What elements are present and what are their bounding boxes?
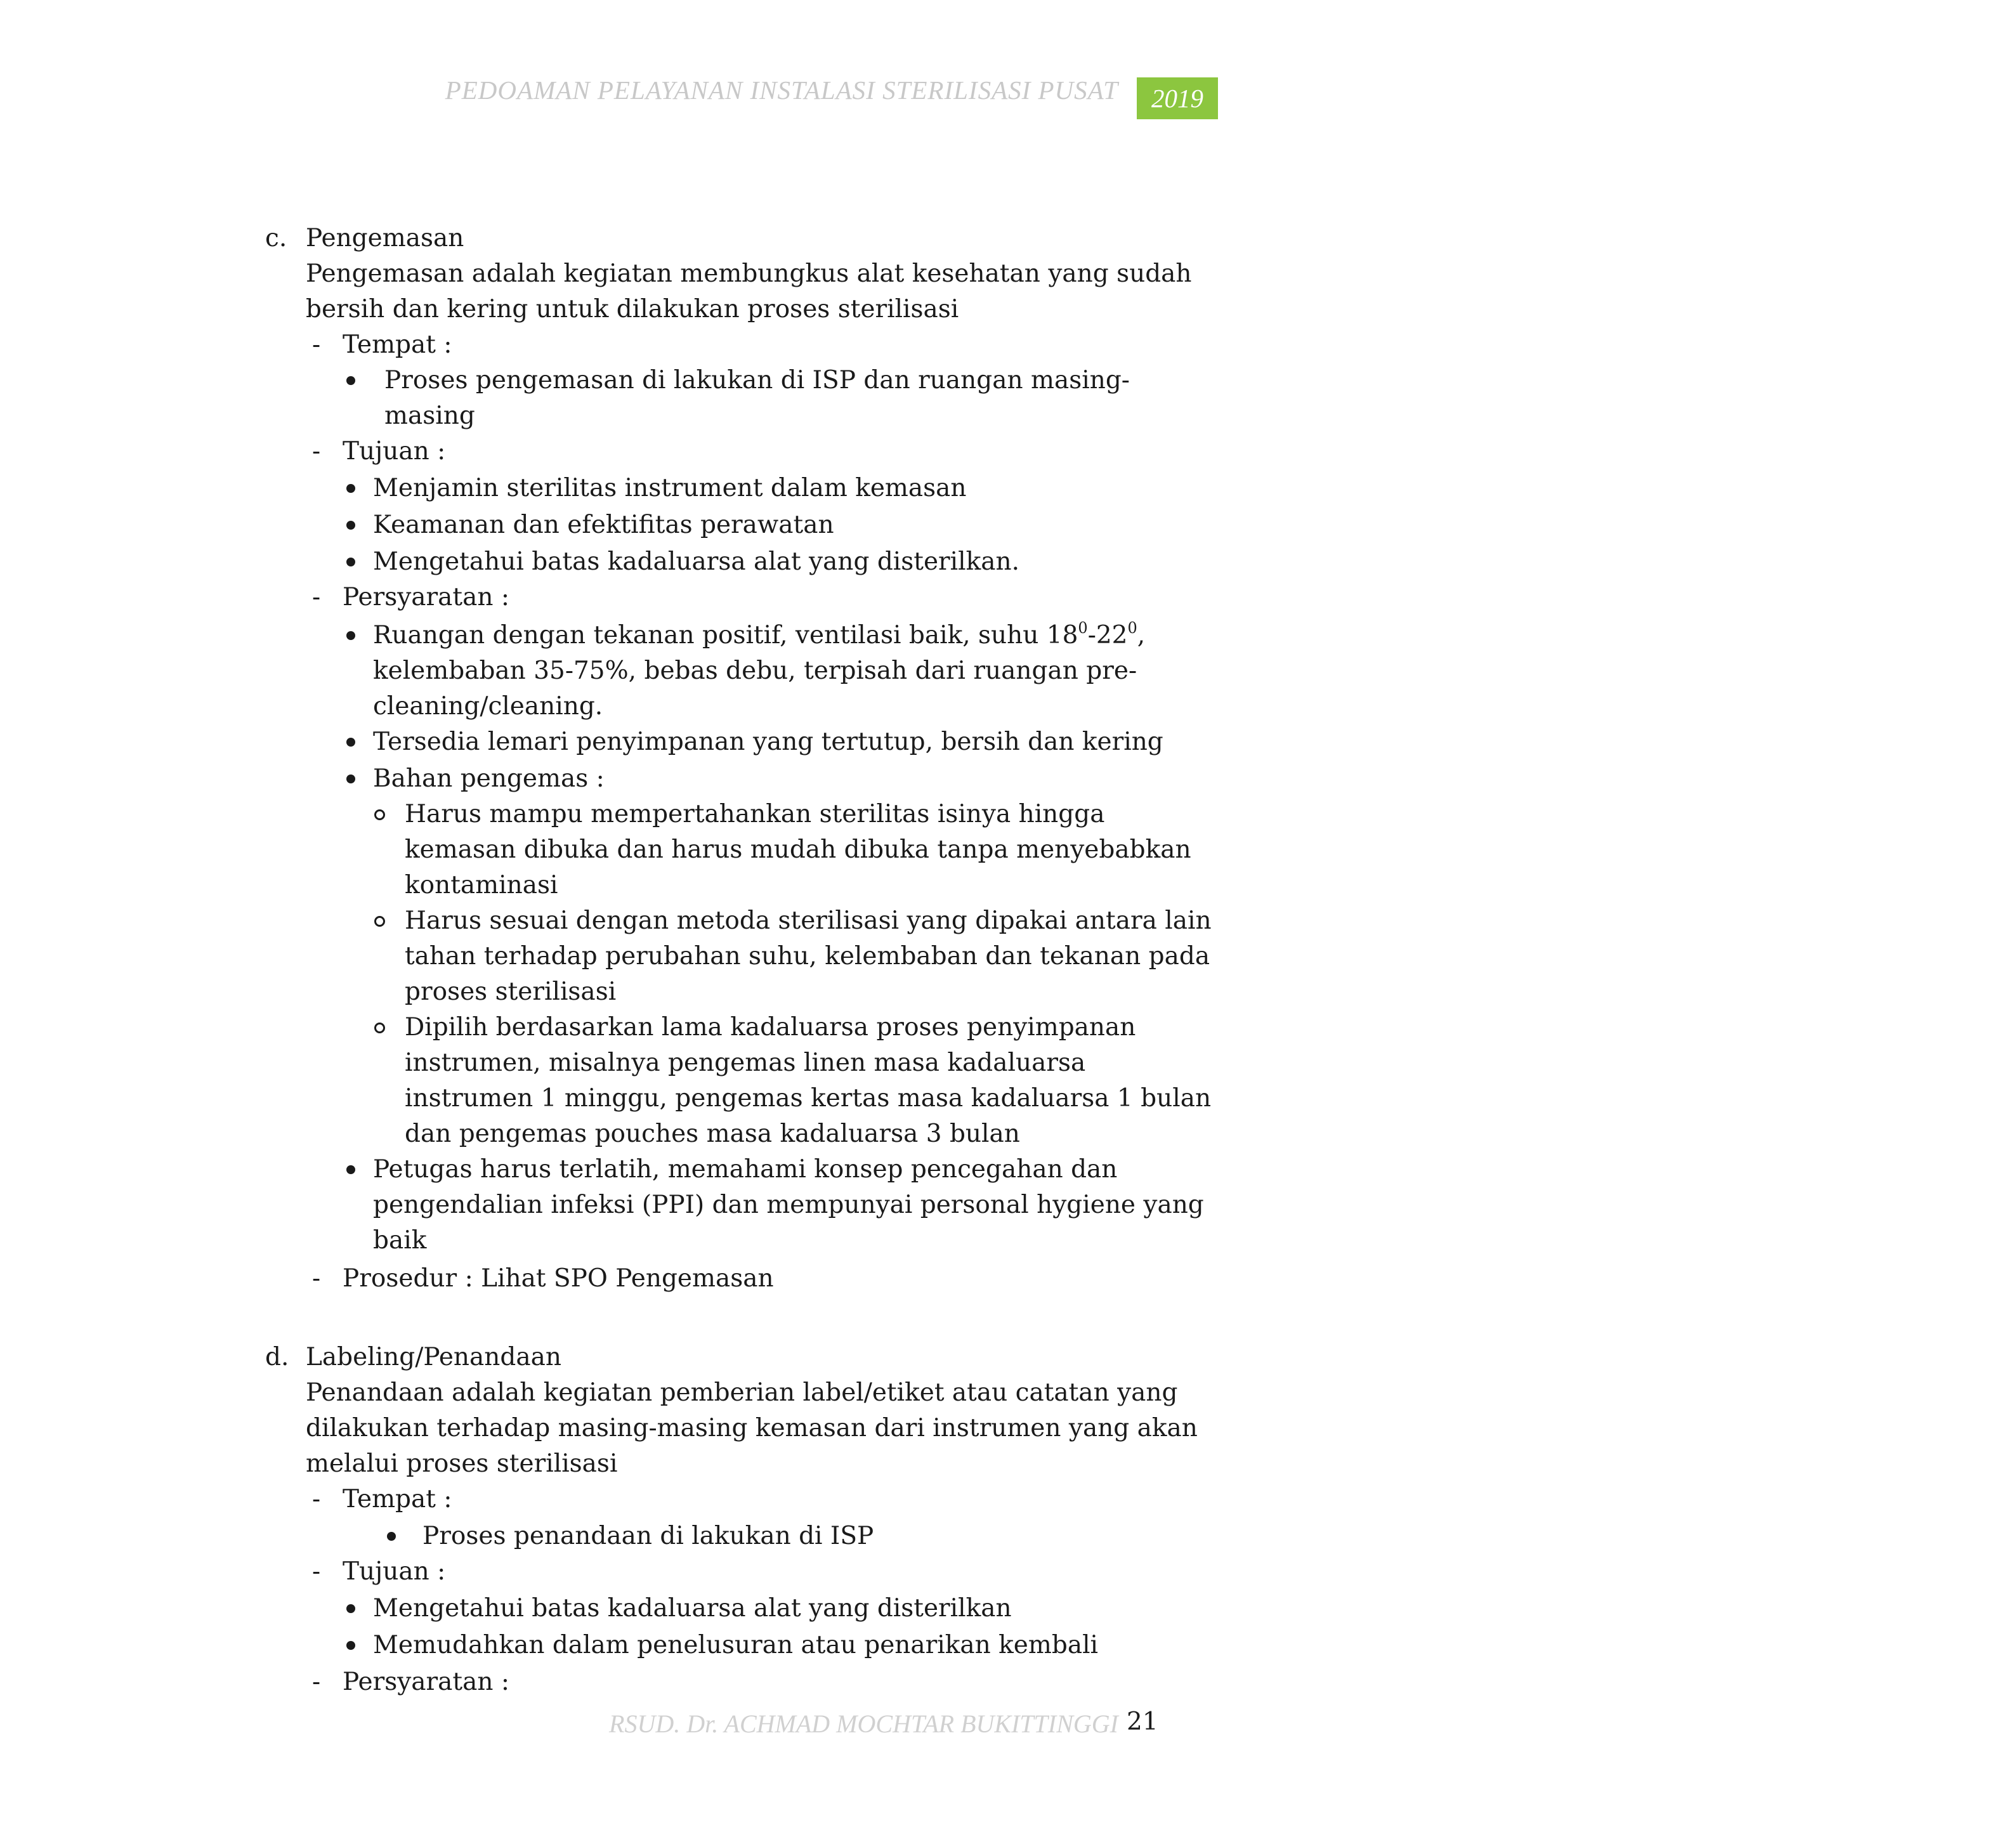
d-tempat-label: Tempat :	[343, 1485, 452, 1513]
header-title: PEDOAMAN PELAYANAN INSTALASI STERILISASI PUSAT	[445, 75, 1118, 105]
c-ruangan-line-1: Ruangan dengan tekanan positif, ventilasi baik, suhu $18^0-22^0$,	[373, 619, 1146, 650]
c-bahan-3-line-4: dan pengemas pouches masa kadaluarsa 3 bulan	[405, 1120, 1020, 1148]
c-tujuan-item-2: Keamanan dan efektifitas perawatan	[373, 511, 834, 539]
c-petugas-line-1: Petugas harus terlatih, memahami konsep pencegahan dan	[373, 1155, 1118, 1184]
circle-bullet-icon	[374, 809, 385, 820]
section-c-intro-line-1: Pengemasan adalah kegiatan membungkus alat kesehatan yang sudah	[306, 259, 1192, 288]
circle-bullet-icon	[374, 1023, 385, 1033]
circle-bullet-icon	[374, 916, 385, 927]
c-bahan-1-line-2: kemasan dibuka dan harus mudah dibuka tanpa menyebabkan	[405, 835, 1191, 864]
dash-marker: -	[312, 437, 321, 466]
c-tempat-item-line-2: masing	[384, 402, 475, 430]
bullet-icon	[346, 738, 355, 747]
bullet-icon	[346, 484, 355, 493]
bullet-icon	[346, 376, 355, 385]
c-persyaratan-label: Persyaratan :	[343, 583, 509, 611]
dash-marker: -	[312, 1668, 321, 1696]
c-ruangan-line-3: cleaning/cleaning.	[373, 692, 603, 721]
c-bahan-2-line-1: Harus sesuai dengan metoda sterilisasi yang dipakai antara lain	[405, 906, 1212, 935]
d-persyaratan-label: Persyaratan :	[343, 1668, 509, 1696]
section-d-intro-line-3: melalui proses sterilisasi	[306, 1449, 618, 1478]
dash-marker: -	[312, 330, 321, 359]
c-tempat-label: Tempat :	[343, 330, 452, 359]
section-d-intro-line-1: Penandaan adalah kegiatan pemberian label/etiket atau catatan yang	[306, 1378, 1178, 1407]
c-bahan-2-line-2: tahan terhadap perubahan suhu, kelembaban dan tekanan pada	[405, 942, 1210, 971]
section-d-intro-line-2: dilakukan terhadap masing-masing kemasan dari instrumen yang akan	[306, 1414, 1198, 1442]
section-d-letter: d.	[265, 1343, 289, 1371]
c-tempat-item-line-1: Proses pengemasan di lakukan di ISP dan ruangan masing-	[384, 366, 1130, 395]
c-petugas-line-2: pengendalian infeksi (PPI) dan mempunyai personal hygiene yang	[373, 1191, 1204, 1219]
d-tujuan-item-1: Mengetahui batas kadaluarsa alat yang disterilkan	[373, 1594, 1012, 1623]
bullet-icon	[346, 1641, 355, 1650]
bullet-icon	[346, 1165, 355, 1174]
c-bahan-2-line-3: proses sterilisasi	[405, 977, 617, 1006]
c-tujuan-label: Tujuan :	[343, 437, 446, 466]
header-year-badge: 2019	[1137, 77, 1218, 119]
d-tempat-item: Proses penandaan di lakukan di ISP	[422, 1522, 874, 1550]
c-prosedur: Prosedur : Lihat SPO Pengemasan	[343, 1264, 774, 1293]
bullet-icon	[346, 521, 355, 530]
footer-hospital-name: RSUD. Dr. ACHMAD MOCHTAR BUKITTINGGI	[609, 1710, 1118, 1738]
c-bahan-1-line-1: Harus mampu mempertahankan sterilitas isinya hingga	[405, 800, 1105, 828]
c-lemari-item: Tersedia lemari penyimpanan yang tertutup, bersih dan kering	[373, 728, 1163, 756]
c-tujuan-item-3: Mengetahui batas kadaluarsa alat yang disterilkan.	[373, 547, 1020, 576]
d-tujuan-label: Tujuan :	[343, 1557, 446, 1586]
section-c-intro-line-2: bersih dan kering untuk dilakukan proses sterilisasi	[306, 295, 959, 324]
c-bahan-3-line-3: instrumen 1 minggu, pengemas kertas masa kadaluarsa 1 bulan	[405, 1084, 1212, 1113]
bullet-icon	[346, 558, 355, 566]
c-tujuan-item-1: Menjamin sterilitas instrument dalam kemasan	[373, 474, 967, 502]
bullet-icon	[387, 1532, 396, 1541]
bullet-icon	[346, 1604, 355, 1613]
dash-marker: -	[312, 1485, 321, 1513]
section-c-heading: Pengemasan	[306, 224, 464, 252]
section-c-letter: c.	[265, 224, 287, 252]
c-bahan-3-line-2: instrumen, misalnya pengemas linen masa kadaluarsa	[405, 1049, 1086, 1077]
page-number: 21	[1127, 1708, 1158, 1736]
c-bahan-3-line-1: Dipilih berdasarkan lama kadaluarsa proses penyimpanan	[405, 1013, 1136, 1042]
d-tujuan-item-2: Memudahkan dalam penelusuran atau penarikan kembali	[373, 1631, 1099, 1659]
c-ruangan-line-2: kelembaban 35-75%, bebas debu, terpisah dari ruangan pre-	[373, 657, 1137, 685]
c-bahan-label: Bahan pengemas :	[373, 764, 605, 793]
bullet-icon	[346, 631, 355, 640]
c-petugas-line-3: baik	[373, 1226, 427, 1255]
dash-marker: -	[312, 1557, 321, 1586]
bullet-icon	[346, 775, 355, 783]
c-bahan-1-line-3: kontaminasi	[405, 871, 558, 899]
section-d-heading: Labeling/Penandaan	[306, 1343, 562, 1371]
dash-marker: -	[312, 1264, 321, 1293]
dash-marker: -	[312, 583, 321, 611]
